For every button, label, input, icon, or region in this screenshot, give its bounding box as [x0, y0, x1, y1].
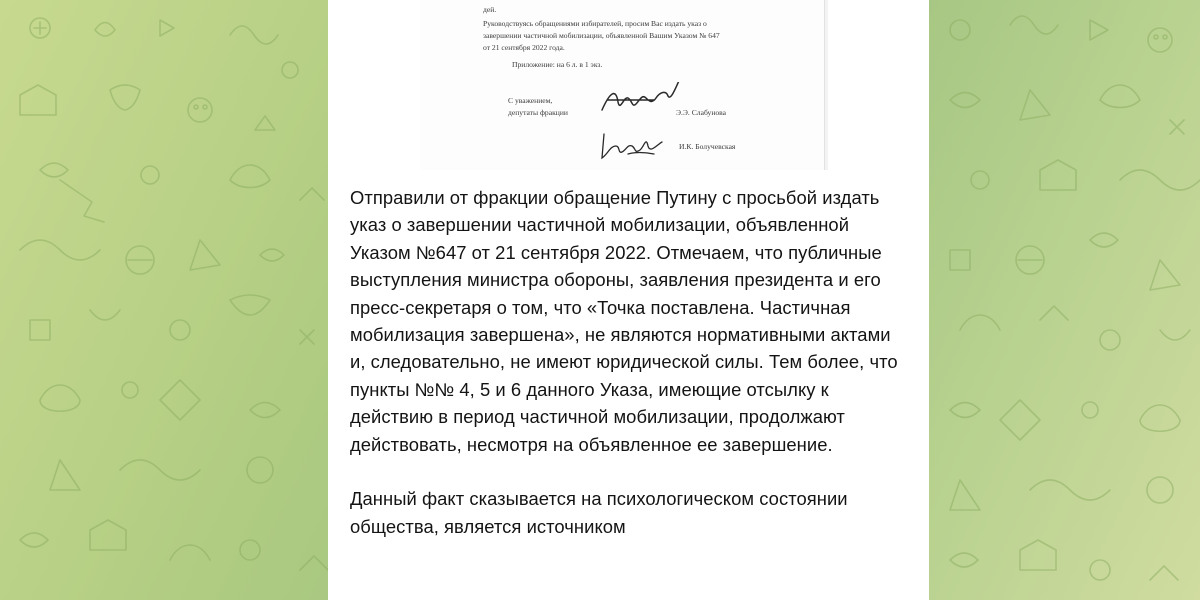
- message-bubble: [328, 0, 929, 600]
- document-text-line: Приложение: на 6 л. в 1 экз.: [512, 60, 603, 69]
- document-text-line: завершении частичной мобилизации, объявленной Вашим Указом № 647: [483, 31, 720, 40]
- document-closing: депутаты фракции: [508, 108, 568, 117]
- document-closing: С уважением,: [508, 96, 553, 105]
- document-text-line: от 21 сентября 2022 года.: [483, 43, 565, 52]
- message-paragraph: Данный факт сказывается на психологическом состоянии общества, является источником: [350, 488, 848, 537]
- signature-boluchevskaya: [598, 124, 678, 164]
- document-signatory: И.К. Болучевская: [679, 142, 736, 151]
- document-text-line: Руководствуясь обращениями избирателей, просим Вас издать указ о: [483, 19, 707, 28]
- document-image[interactable]: [420, 0, 828, 170]
- message-paragraph: Отправили от фракции обращение Путину с просьбой издать указ о завершении частичной мобилизации, объявленной Указом №647 от 21 сентября 2022. Отмечаем, что публичные выступления министра обороны, заявления президента и его пресс-секретаря о том, что «Точка поставлена. Частичная мобилизация завершена», не являются нормативными актами и, следовательно, не имеют юридической силы. Тем более, что пункты №№ 4, 5 и 6 данного Указа, имеющие отсылку к действию в период частичной мобилизации, продолжают действовать, несмотря на объявленное ее завершение.: [350, 187, 898, 455]
- document-signatory: Э.Э. Слабунова: [676, 108, 727, 117]
- document-page: [420, 0, 825, 170]
- message-text: [350, 184, 900, 540]
- document-text-line: дей.: [483, 5, 497, 14]
